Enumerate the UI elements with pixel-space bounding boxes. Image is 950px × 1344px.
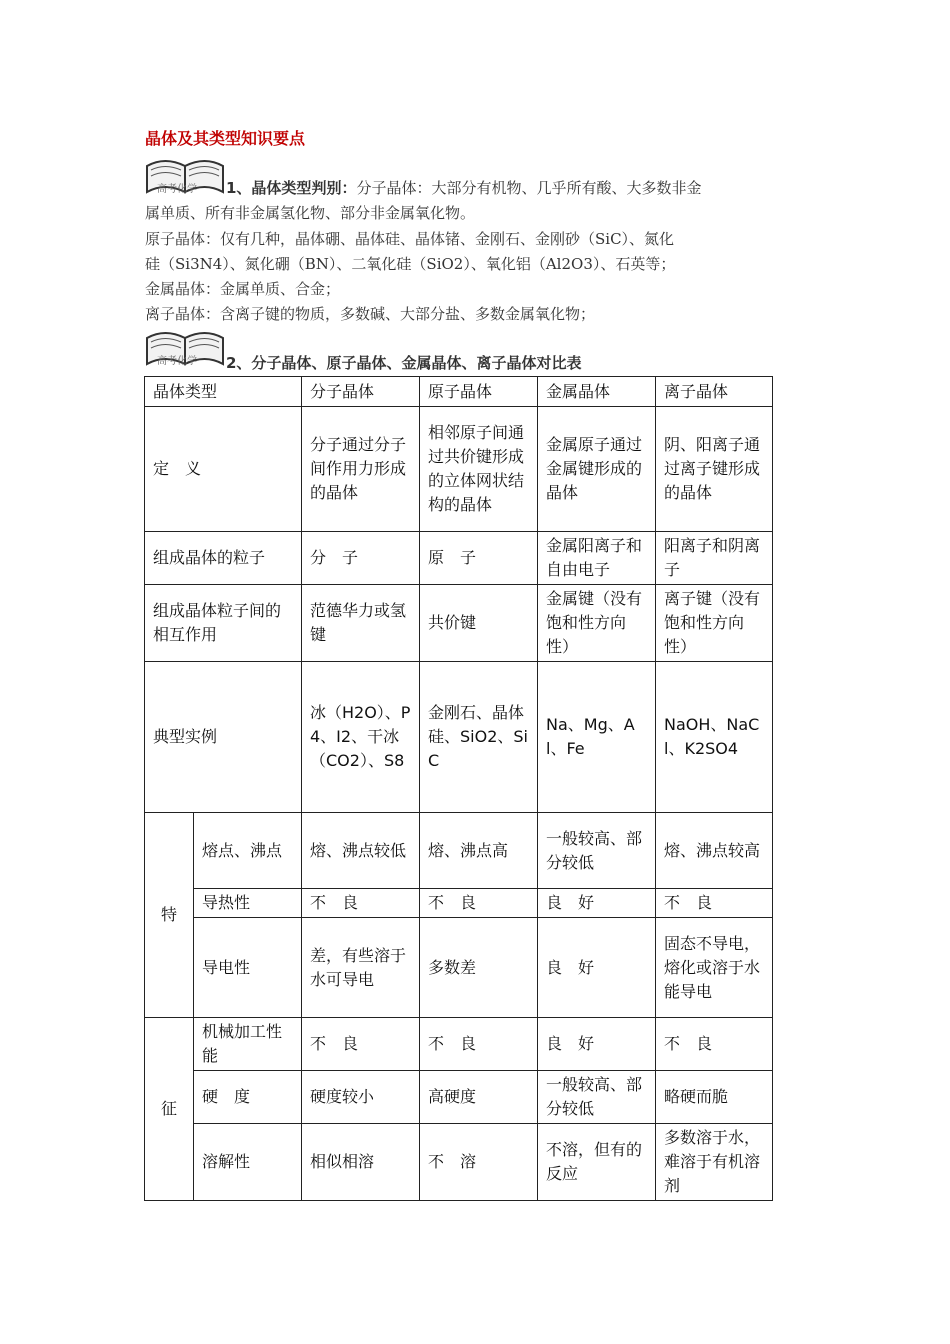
row-label: 组成晶体的粒子 (145, 532, 302, 585)
table-cell: 多数差 (420, 918, 538, 1018)
table-cell: 不 良 (656, 889, 773, 918)
header-cell: 离子晶体 (656, 377, 773, 407)
row-label: 定 义 (145, 407, 302, 532)
feature-row (145, 1124, 773, 1201)
header-cell: 晶体类型 (145, 377, 302, 407)
table-cell: 高硬度 (420, 1071, 538, 1124)
table-cell: 范德华力或氢键 (302, 585, 420, 662)
feature-label: 机械加工性能 (194, 1018, 302, 1071)
section-1-line-5: 金属晶体：金属单质、合金； (145, 280, 341, 298)
table-cell: 不 良 (420, 889, 538, 918)
feature-row (145, 918, 773, 1018)
table-cell: 不 良 (420, 1018, 538, 1071)
table-cell: 离子键（没有饱和性方向性） (656, 585, 773, 662)
table-cell: 良 好 (538, 889, 656, 918)
table-cell: 熔、沸点高 (420, 813, 538, 889)
feature-label-bottom: 征 (145, 1018, 194, 1201)
table-cell: 分子通过分子间作用力形成的晶体 (302, 407, 420, 532)
table-header-row (145, 377, 773, 407)
feature-row (145, 889, 773, 918)
table-cell: 分 子 (302, 532, 420, 585)
feature-label: 导热性 (194, 889, 302, 918)
section-2-heading: 2、分子晶体、原子晶体、金属晶体、离子晶体对比表 (226, 354, 582, 372)
feature-label: 熔点、沸点 (194, 813, 302, 889)
feature-label: 导电性 (194, 918, 302, 1018)
table-cell: 不 溶 (420, 1124, 538, 1201)
table-row (145, 585, 773, 662)
feature-label: 硬 度 (194, 1071, 302, 1124)
section-1-line-3: 原子晶体：仅有几种，晶体硼、晶体硅、晶体锗、金刚石、金刚砂（SiC）、氮化 (145, 230, 675, 248)
icon-text: 高考化学 (157, 184, 197, 195)
header-cell: 金属晶体 (538, 377, 656, 407)
molecular-crystal-text: 分子晶体：大部分有机物、几乎所有酸、大多数非金 (356, 179, 702, 197)
feature-row (145, 1071, 773, 1124)
comparison-table (144, 376, 773, 1201)
book-icon (143, 324, 227, 370)
table-cell: Na、Mg、Al、Fe (538, 662, 656, 813)
book-icon (143, 152, 227, 198)
table-cell: 冰（H2O）、P4、I2、干冰（CO2）、S8 (302, 662, 420, 813)
table-cell: 一般较高、部分较低 (538, 1071, 656, 1124)
table-cell: 良 好 (538, 918, 656, 1018)
table-row (145, 662, 773, 813)
table-cell: 多数溶于水，难溶于有机溶剂 (656, 1124, 773, 1201)
table-cell: 金属阳离子和自由电子 (538, 532, 656, 585)
table-cell: 阴、阳离子通过离子键形成的晶体 (656, 407, 773, 532)
table-cell: 熔、沸点较高 (656, 813, 773, 889)
table-cell: 相邻原子间通过共价键形成的立体网状结构的晶体 (420, 407, 538, 532)
section-1-line-1 (226, 176, 701, 200)
table-cell: 金刚石、晶体硅、SiO2、SiC (420, 662, 538, 813)
table-row (145, 407, 773, 532)
row-label: 典型实例 (145, 662, 302, 813)
table-cell: 不 良 (302, 1018, 420, 1071)
table-cell: 一般较高、部分较低 (538, 813, 656, 889)
table-cell: 不 良 (302, 889, 420, 918)
table-cell: 共价键 (420, 585, 538, 662)
feature-label: 溶解性 (194, 1124, 302, 1201)
table-cell: 良 好 (538, 1018, 656, 1071)
table-cell: 金属键（没有饱和性方向性） (538, 585, 656, 662)
section-1-line-6: 离子晶体：含离子键的物质，多数碱、大部分盐、多数金属氧化物； (145, 305, 596, 323)
table-cell: 差，有些溶于水可导电 (302, 918, 420, 1018)
table-cell: 熔、沸点较低 (302, 813, 420, 889)
icon-text: 高考化学 (157, 356, 197, 367)
table-cell: 金属原子通过金属键形成的晶体 (538, 407, 656, 532)
table-row (145, 532, 773, 585)
feature-row (145, 813, 773, 889)
table-cell: 硬度较小 (302, 1071, 420, 1124)
feature-label-top: 特 (145, 813, 194, 1018)
feature-row (145, 1018, 773, 1071)
table-cell: NaOH、NaCl、K2SO4 (656, 662, 773, 813)
document-title: 晶体及其类型知识要点 (145, 129, 306, 148)
table-cell: 不溶，但有的反应 (538, 1124, 656, 1201)
table-cell: 相似相溶 (302, 1124, 420, 1201)
section-1-label: 1、晶体类型判别： (226, 179, 357, 197)
table-cell: 原 子 (420, 532, 538, 585)
header-cell: 分子晶体 (302, 377, 420, 407)
table-cell: 阳离子和阴离子 (656, 532, 773, 585)
table-cell: 固态不导电，熔化或溶于水能导电 (656, 918, 773, 1018)
table-cell: 略硬而脆 (656, 1071, 773, 1124)
row-label: 组成晶体粒子间的相互作用 (145, 585, 302, 662)
table-cell: 不 良 (656, 1018, 773, 1071)
section-1-line-4: 硅（Si3N4）、氮化硼（BN）、二氧化硅（SiO2）、氧化铝（Al2O3）、石英等； (145, 255, 676, 273)
section-1-line-2: 属单质、所有非金属氢化物、部分非金属氧化物。 (145, 204, 476, 222)
header-cell: 原子晶体 (420, 377, 538, 407)
